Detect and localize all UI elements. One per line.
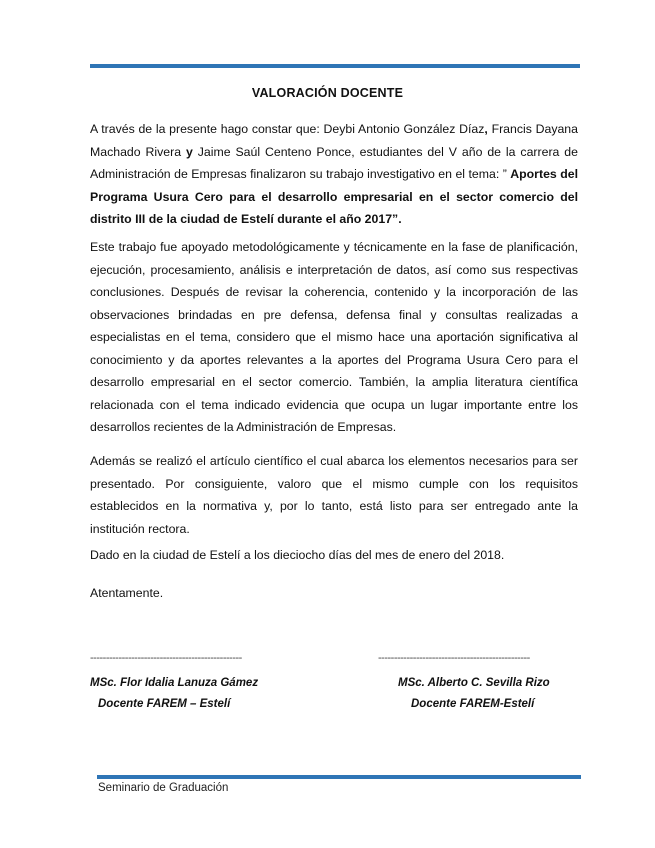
intro-text: A través de la presente hago constar que: Deybi Antonio González Díaz <box>90 122 485 136</box>
footer-rule <box>97 775 581 779</box>
closing: Atentamente. <box>90 586 164 600</box>
student-name-3: Jaime Saúl Centeno Ponce <box>197 144 352 159</box>
paragraph-evaluation: Este trabajo fue apoyado metodológicamente y técnicamente en la fase de planificación, ejecución, procesamiento, análisis e interpretación de datos, así como sus respectivas conclusiones. Después de revisar la coherencia, contenido y la incorporación de las observaciones brindadas en pre defensa, defensa final y consultas realizadas a especialistas en el tema, considero que el mismo hace una aportación significativa al conocimiento y da aportes relevantes a la aportes del Programa Usura Cero para el desarrollo empresarial en el sector comercio. También, la amplia literatura científica relacionada con el tema indicado evidencia que ocupa un lugar importante entre los desarrollos recientes de la Administración de Empresas. <box>90 240 578 434</box>
signature-line-left: ------------------------------------------------ <box>90 652 242 664</box>
footer-text: Seminario de Graduación <box>98 782 229 794</box>
signer-right-name: MSc. Alberto C. Sevilla Rizo <box>398 677 550 689</box>
header-rule <box>90 64 580 68</box>
signature-line-right: ------------------------------------------------ <box>378 652 530 664</box>
research-topic: Aportes del Programa Usura Cero para el desarrollo empresarial en el sector comercio del distrito III de la ciudad de Estelí durante el año 2017”. <box>90 167 578 226</box>
signer-left-role: Docente FAREM – Estelí <box>98 698 231 710</box>
paragraph-article: Además se realizó el artículo científico el cual abarca los elementos necesarios para ser presentado. Por consiguiente, valoro que el mismo cumple con los requisitos establecidos en la normativa y, por lo tanto, está listo para ser entregado ante la institución rectora. <box>90 454 578 536</box>
page-title: VALORACIÓN DOCENTE <box>251 86 404 100</box>
intro-rest: , estudiantes del V año de la carrera de Administración de Empresas finalizaron su trabajo investigativo en el tema: ” <box>90 144 578 181</box>
separator: , <box>484 122 492 136</box>
signer-left-name: MSc. Flor Idalia Lanuza Gámez <box>90 677 259 689</box>
paragraph-intro <box>90 118 578 231</box>
conjunction: y <box>181 144 198 159</box>
student-name-2: Francis Dayana Machado Rivera <box>90 122 578 159</box>
paragraph-date: Dado en la ciudad de Estelí a los dieciocho días del mes de enero del 2018. <box>90 548 505 562</box>
signer-right-role: Docente FAREM-Estelí <box>411 698 535 710</box>
